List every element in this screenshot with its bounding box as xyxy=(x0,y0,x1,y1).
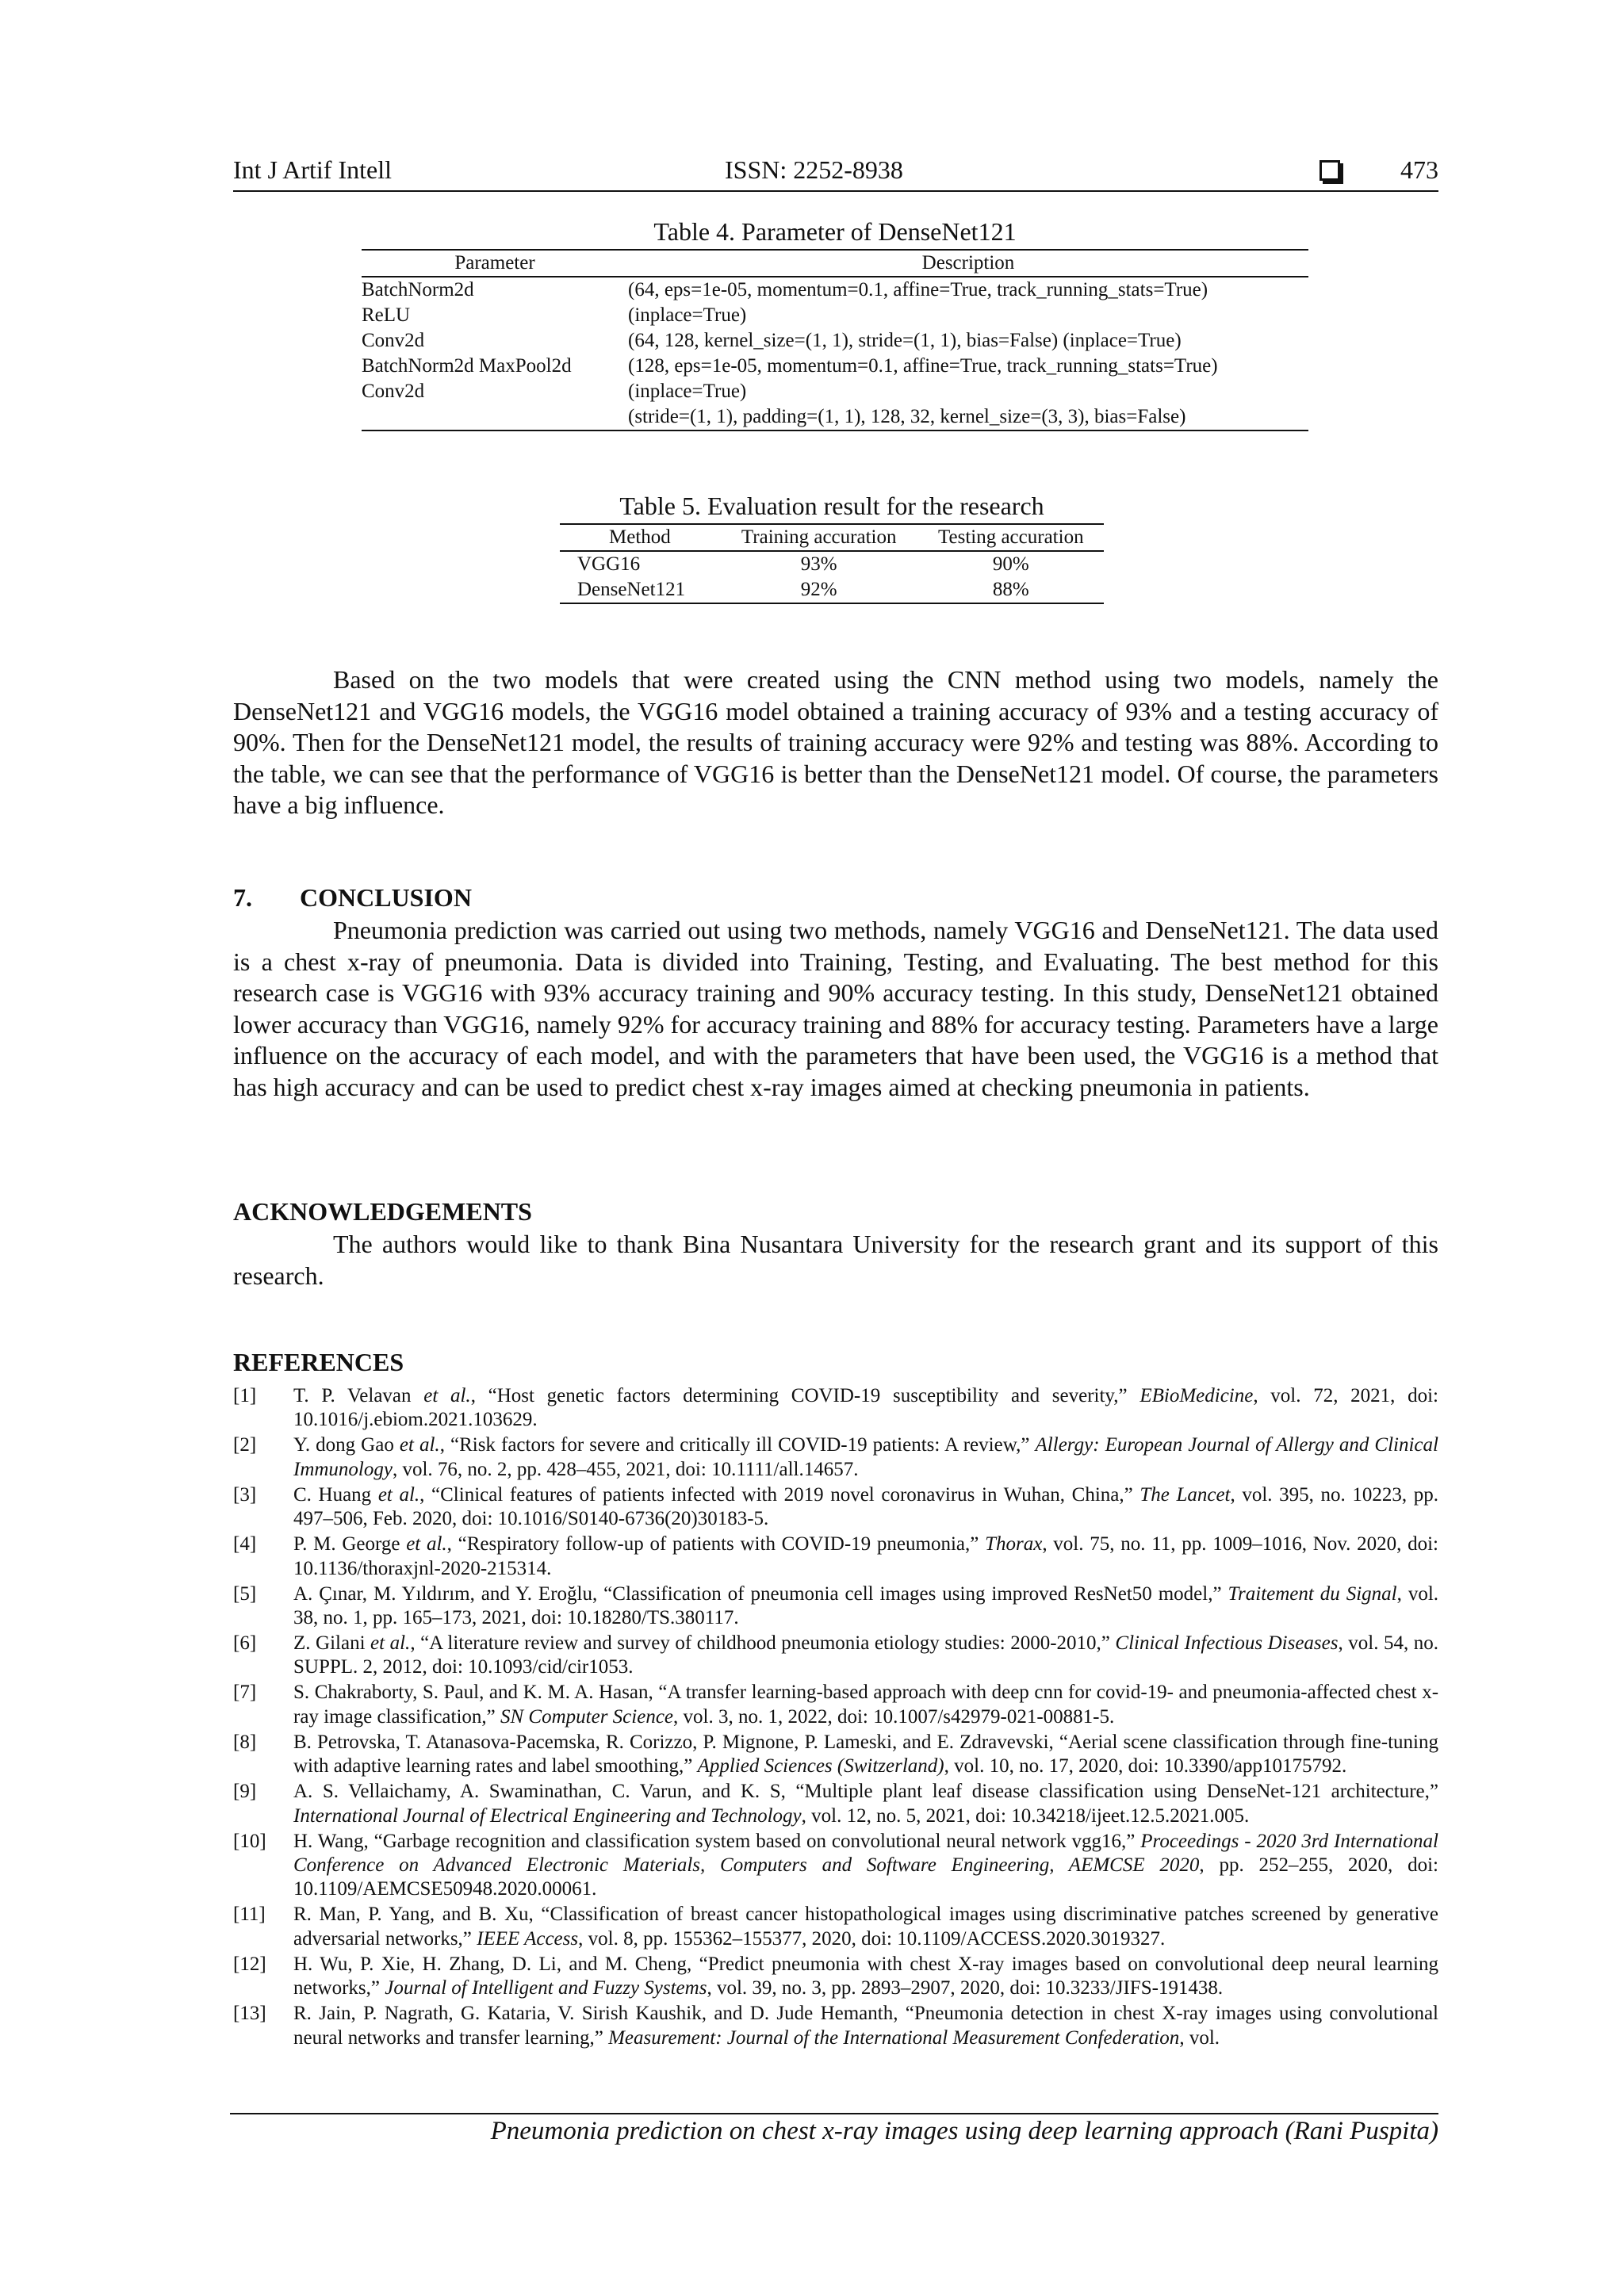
references-heading: REFERENCES xyxy=(233,1348,404,1376)
reference-title: , “Host genetic factors determining COVID-19 susceptibility and severity,” xyxy=(470,1385,1140,1406)
reference-etal: et al. xyxy=(377,1483,420,1506)
reference-number: [6] xyxy=(233,1632,257,1655)
reference-list xyxy=(233,1384,1438,2052)
reference-details: , vol. 54, no. SUPPL. 2, 2012, doi: 10.1093/cid/cir1053. xyxy=(293,1632,1438,1678)
table-row xyxy=(560,551,1104,577)
table-cell: BatchNorm2d MaxPool2d xyxy=(362,355,572,377)
table-cell: (stride=(1, 1), padding=(1, 1), 128, 32, kernel_size=(3, 3), bias=False) xyxy=(628,404,1308,430)
issn: ISSN: 2252-8938 xyxy=(725,155,903,184)
reference-number: [11] xyxy=(233,1904,266,1926)
reference-etal: et al. xyxy=(370,1632,411,1655)
running-title: Pneumonia prediction on chest x-ray images using deep learning approach (Rani Puspita) xyxy=(490,2117,1438,2145)
reference-authors: S. Chakraborty, S. Paul, and K. M. A. Hasan xyxy=(293,1682,649,1704)
reference-title: , “Classification of breast cancer histopathological images using discriminative patches screened by generative adversarial networks,” xyxy=(293,1904,1438,1950)
table-cell: ReLU xyxy=(362,304,411,326)
table-row xyxy=(362,277,1308,303)
reference-etal: et al. xyxy=(406,1533,447,1556)
reference-details: , vol. xyxy=(1179,2026,1220,2049)
table5-header-testing: Testing accuration xyxy=(918,524,1104,551)
reference-etal: et al. xyxy=(423,1385,471,1406)
conclusion-paragraph: Pneumonia prediction was carried out using two methods, namely VGG16 and DenseNet121. The data used is a chest x-ray of pneumonia. Data is divided into Training, Testing, and Evaluating. The best method for this research case is VGG16 with 93% accuracy training and 90% accuracy testing. In this study, DenseNet121 obtained lower accuracy than VGG16, namely 92% for accuracy training and 88% for accuracy testing. Parameters have a large influence on the accuracy of each model, and with the parameters that have been used, the VGG16 is a method that has high accuracy and can be used to predict chest x-ray images aimed at checking pneumonia in patients. xyxy=(233,916,1438,1101)
reference-venue: Allergy: European Journal of Allergy and Clinical Immunology xyxy=(293,1434,1438,1480)
reference-title: , “A literature review and survey of childhood pneumonia etiology studies: 2000-2010,” xyxy=(410,1632,1116,1655)
reference-item xyxy=(233,1433,1438,1482)
reference-number: [10] xyxy=(233,1830,266,1852)
reference-details: , vol. 8, pp. 155362–155377, 2020, doi: 10.1109/ACCESS.2020.3019327. xyxy=(578,1927,1166,1950)
reference-number: [12] xyxy=(233,1953,266,1975)
reference-authors: R. Man, P. Yang, and B. Xu xyxy=(293,1904,529,1926)
reference-details: , pp. 252–255, 2020, doi: 10.1109/AEMCSE50948.2020.00061. xyxy=(293,1854,1438,1900)
reference-title: , “Classification of pneumonia cell images using improved ResNet50 model,” xyxy=(592,1582,1228,1605)
reference-number: [9] xyxy=(233,1781,257,1803)
table-cell: (inplace=True) xyxy=(628,304,747,326)
discussion-paragraph: Based on the two models that were created using the CNN method using two models, namely the DenseNet121 and VGG16 models, the VGG16 model obtained a training accuracy of 93% and a testing accuracy of 90%. Then for the DenseNet121 model, the results of training accuracy were 92% and testing was 88%. According to the table, we can see that the performance of VGG16 is better than the DenseNet121 model. Of course, the parameters have a big influence. xyxy=(233,665,1438,819)
reference-title: , “Aerial scene classification through fine-tuning with adaptive learning rates and label smoothing,” xyxy=(293,1731,1438,1777)
table4-header-description: Description xyxy=(628,250,1308,277)
table-row xyxy=(362,354,1308,379)
table-cell: 90% xyxy=(992,553,1029,575)
table-cell: Conv2d xyxy=(362,330,425,351)
reference-authors: R. Jain, P. Nagrath, G. Kataria, V. Sirish Kaushik, and D. Jude Hemanth xyxy=(293,2003,894,2025)
reference-authors: H. Wu, P. Xie, H. Zhang, D. Li, and M. Cheng xyxy=(293,1953,688,1975)
reference-details: , vol. 72, 2021, doi: 10.1016/j.ebiom.2021.103629. xyxy=(293,1385,1439,1431)
table-cell: 88% xyxy=(918,577,1104,603)
reference-title: , “Predict pneumonia with chest X-ray images based on convolutional deep neural learning networks,” xyxy=(293,1953,1438,1999)
reference-venue: EBioMedicine xyxy=(1139,1385,1254,1406)
table4-header-parameter: Parameter xyxy=(362,250,628,277)
table-cell: VGG16 xyxy=(577,553,641,575)
reference-venue: SN Computer Science xyxy=(500,1705,674,1728)
reference-venue: Proceedings - 2020 3rd International Conference on Advanced Electronic Materials, Computers and Software Engineering, AEMCSE 2020 xyxy=(293,1830,1438,1877)
reference-number: [7] xyxy=(233,1682,257,1704)
table-row xyxy=(362,379,1308,404)
reference-number: [1] xyxy=(233,1385,257,1406)
table5 xyxy=(560,523,1104,604)
reference-item xyxy=(233,1533,1438,1581)
reference-venue: Thorax xyxy=(985,1533,1043,1556)
journal-name: Int J Artif Intell xyxy=(233,155,392,184)
table-cell: DenseNet121 xyxy=(560,577,720,603)
reference-item xyxy=(233,1830,1438,1902)
square-bullet-icon xyxy=(1320,160,1340,181)
reference-item xyxy=(233,1632,1438,1680)
reference-authors: H. Wang xyxy=(293,1830,364,1852)
reference-title: , “Multiple plant leaf disease classification using DenseNet-121 architecture,” xyxy=(780,1781,1438,1803)
table-row xyxy=(560,577,1104,603)
reference-details: , vol. 12, no. 5, 2021, doi: 10.34218/ijeet.12.5.2021.005. xyxy=(801,1804,1250,1827)
reference-number: [5] xyxy=(233,1582,257,1605)
table-row xyxy=(362,303,1308,328)
table-cell xyxy=(362,404,628,430)
reference-details: , vol. 3, no. 1, 2022, doi: 10.1007/s42979-021-00881-5. xyxy=(673,1705,1115,1728)
reference-etal: et al. xyxy=(399,1434,440,1456)
table4 xyxy=(362,249,1308,431)
reference-title: , “Respiratory follow-up of patients with COVID-19 pneumonia,” xyxy=(446,1533,986,1556)
reference-title: , “Pneumonia detection in chest X-ray images using convolutional neural networks and transfer learning,” xyxy=(293,2003,1438,2049)
reference-number: [13] xyxy=(233,2003,266,2025)
reference-details: , vol. 76, no. 2, pp. 428–455, 2021, doi: 10.1111/all.14657. xyxy=(392,1458,859,1480)
section-number: 7. xyxy=(233,883,252,912)
reference-item xyxy=(233,2002,1438,2050)
table5-header-training: Training accuration xyxy=(720,524,918,551)
reference-authors: B. Petrovska, T. Atanasova-Pacemska, R. Corizzo, P. Mignone, P. Lameski, and E. Zdravevski xyxy=(293,1731,1049,1753)
table-cell: (128, eps=1e-05, momentum=0.1, affine=True, track_running_stats=True) xyxy=(628,355,1218,377)
reference-venue: The Lancet xyxy=(1139,1483,1231,1506)
table5-header-method: Method xyxy=(560,524,720,551)
reference-title: , “Clinical features of patients infected with 2019 novel coronavirus in Wuhan, China,” xyxy=(419,1483,1140,1506)
reference-item xyxy=(233,1953,1438,2001)
reference-authors: Z. Gilani xyxy=(293,1632,371,1655)
table-cell: BatchNorm2d xyxy=(362,279,474,300)
reference-authors: C. Huang xyxy=(293,1483,378,1506)
reference-item xyxy=(233,1903,1438,1951)
reference-authors: Y. dong Gao xyxy=(293,1434,400,1456)
table4-caption: Table 4. Parameter of DenseNet121 xyxy=(653,217,1017,246)
reference-number: [8] xyxy=(233,1731,257,1753)
reference-venue: Traitement du Signal xyxy=(1228,1582,1397,1605)
table-cell: Conv2d xyxy=(362,381,425,402)
reference-item xyxy=(233,1780,1438,1828)
ack-heading: ACKNOWLEDGEMENTS xyxy=(233,1197,532,1226)
reference-number: [4] xyxy=(233,1533,257,1556)
reference-item xyxy=(233,1384,1438,1433)
reference-details: , vol. 395, no. 10223, pp. 497–506, Feb. 2020, doi: 10.1016/S0140-6736(20)30183-5. xyxy=(293,1483,1438,1530)
header-rule xyxy=(233,190,1438,192)
reference-details: , vol. 38, no. 1, pp. 165–173, 2021, doi: 10.18280/TS.380117. xyxy=(293,1582,1439,1629)
reference-venue: Applied Sciences (Switzerland) xyxy=(697,1755,944,1777)
reference-item xyxy=(233,1681,1438,1729)
page-number: 473 xyxy=(1400,155,1438,184)
reference-details: , vol. 10, no. 17, 2020, doi: 10.3390/app10175792. xyxy=(944,1755,1347,1777)
table-cell: 92% xyxy=(720,577,918,603)
table-cell: (64, eps=1e-05, momentum=0.1, affine=True, track_running_stats=True) xyxy=(628,279,1208,300)
reference-authors: T. P. Velavan xyxy=(293,1385,424,1406)
section-title: CONCLUSION xyxy=(300,883,472,912)
reference-authors: A. Çınar, M. Yıldırım, and Y. Eroğlu xyxy=(293,1582,592,1605)
reference-item xyxy=(233,1731,1438,1779)
table-cell: 93% xyxy=(800,553,837,575)
reference-title: , “A transfer learning-based approach with deep cnn for covid-19- and pneumonia-affected chest x-ray image classification,” xyxy=(293,1682,1439,1728)
reference-authors: P. M. George xyxy=(293,1533,407,1556)
page-header xyxy=(233,155,1438,189)
reference-authors: A. S. Vellaichamy, A. Swaminathan, C. Varun, and K. S xyxy=(293,1781,781,1803)
ack-paragraph: The authors would like to thank Bina Nusantara University for the research grant and its support of this research. xyxy=(233,1230,1438,1290)
table-cell: (inplace=True) xyxy=(628,381,747,402)
reference-venue: Journal of Intelligent and Fuzzy Systems xyxy=(385,1977,707,1999)
table-cell: (64, 128, kernel_size=(1, 1), stride=(1, 1), bias=False) (inplace=True) xyxy=(628,330,1182,351)
reference-item xyxy=(233,1483,1438,1532)
reference-number: [2] xyxy=(233,1434,257,1456)
footer-rule xyxy=(230,2113,1438,2114)
reference-item xyxy=(233,1582,1438,1631)
reference-venue: Clinical Infectious Diseases xyxy=(1115,1632,1339,1655)
table5-caption: Table 5. Evaluation result for the research xyxy=(619,492,1044,520)
reference-venue: Measurement: Journal of the International Measurement Confederation xyxy=(608,2026,1180,2049)
table-row xyxy=(362,404,1308,430)
reference-title: , “Garbage recognition and classification system based on convolutional neural network vgg16,” xyxy=(363,1830,1141,1852)
table-row xyxy=(362,328,1308,354)
reference-details: , vol. 75, no. 11, pp. 1009–1016, Nov. 2020, doi: 10.1136/thoraxjnl-2020-215314. xyxy=(293,1533,1439,1579)
conclusion-heading xyxy=(233,883,472,913)
reference-venue: International Journal of Electrical Engineering and Technology xyxy=(293,1804,802,1827)
reference-details: , vol. 39, no. 3, pp. 2893–2907, 2020, doi: 10.3233/JIFS-191438. xyxy=(707,1977,1224,1999)
reference-venue: IEEE Access xyxy=(477,1927,579,1950)
reference-number: [3] xyxy=(233,1483,257,1506)
reference-title: , “Risk factors for severe and critically ill COVID-19 patients: A review,” xyxy=(439,1434,1036,1456)
